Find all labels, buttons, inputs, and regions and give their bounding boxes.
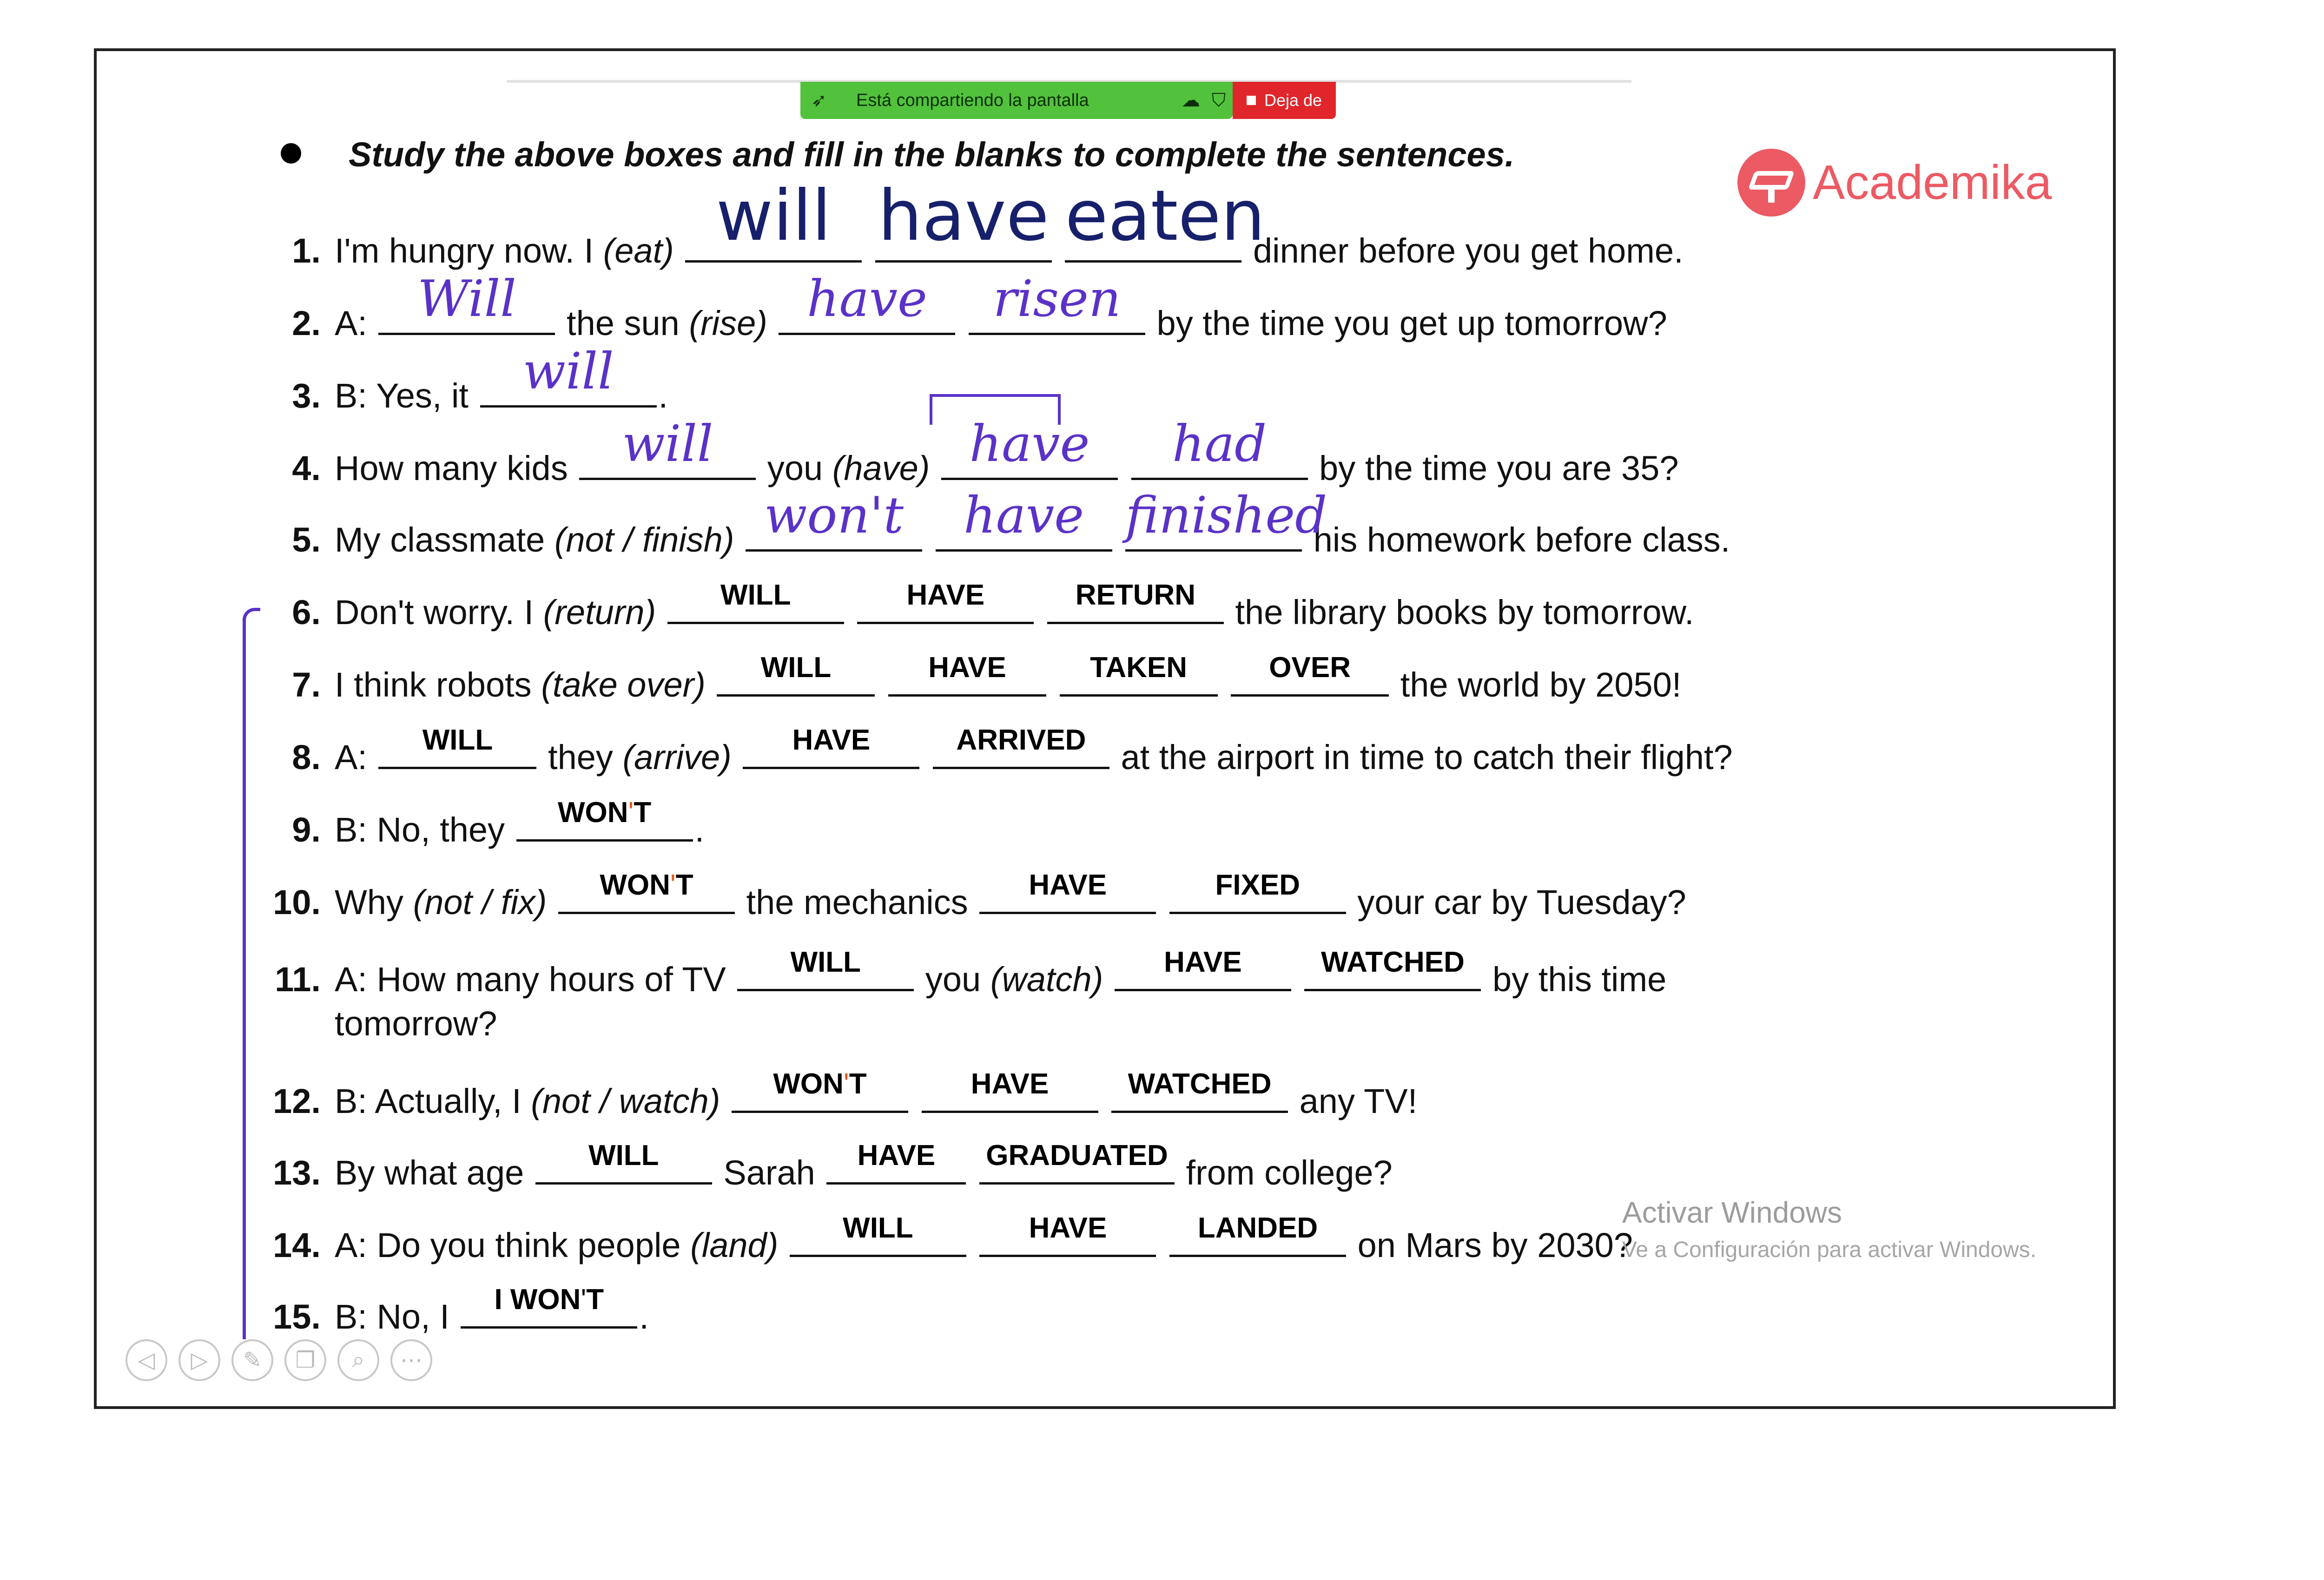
answer-blank[interactable] xyxy=(1111,1068,1288,1113)
sentence-text: A: How many hours of TV xyxy=(335,960,736,999)
typed-answer xyxy=(516,796,693,829)
sentence-continuation: tomorrow? xyxy=(335,1004,497,1043)
typed-answer-part: WON xyxy=(773,1068,844,1100)
exercise-number: 13. xyxy=(273,1153,321,1192)
exercise-row xyxy=(260,869,1686,922)
shield-icon[interactable]: ⛉ xyxy=(1212,90,1226,111)
verb-hint: (eat) xyxy=(603,231,674,270)
typed-answer-part: T xyxy=(586,1284,604,1316)
exercise-row xyxy=(260,724,1733,777)
sentence-text: by the time you are 35? xyxy=(1309,449,1679,487)
answer-blank[interactable] xyxy=(1169,1212,1346,1257)
typed-answer: WATCHED xyxy=(1321,946,1465,978)
exercise-row xyxy=(260,270,1667,343)
sentence-text: A: xyxy=(335,304,377,342)
answer-blank[interactable] xyxy=(857,579,1034,624)
answer-blank[interactable] xyxy=(969,270,1145,335)
typed-answer xyxy=(558,869,735,902)
exercise-number: 7. xyxy=(292,665,321,704)
handwritten-answer: have xyxy=(969,415,1090,473)
handwritten-answer: will xyxy=(522,342,614,401)
typed-answer: HAVE xyxy=(928,652,1006,684)
handwritten-answer: risen xyxy=(993,270,1121,328)
instruction-text: Study the above boxes and fill in the blanks to complete the sentences. xyxy=(349,135,1515,174)
answer-blank[interactable] xyxy=(1047,579,1224,624)
typed-answer-part: T xyxy=(675,869,693,901)
typed-answer: WILL xyxy=(588,1139,659,1172)
typed-answer: HAVE xyxy=(1164,946,1242,978)
answer-blank[interactable] xyxy=(922,1068,1098,1113)
verb-hint: (not / fix) xyxy=(413,883,547,922)
typed-answer: WILL xyxy=(760,652,832,684)
answer-blank[interactable] xyxy=(558,869,735,914)
copy-icon[interactable]: ❐ xyxy=(284,1339,326,1381)
verb-hint: (return) xyxy=(543,593,656,632)
handwritten-answer: have xyxy=(878,176,1049,257)
sentence-text: . xyxy=(658,376,668,415)
sentence-text: the mechanics xyxy=(736,883,978,922)
answer-blank[interactable] xyxy=(979,869,1156,914)
answer-blank[interactable] xyxy=(979,1139,1175,1185)
answer-blank[interactable] xyxy=(579,415,756,480)
handwritten-answer: have xyxy=(807,270,927,328)
typed-answer: RETURN xyxy=(1075,579,1196,611)
handwritten-apostrophe: ' xyxy=(628,797,634,829)
exercise-number: 5. xyxy=(292,520,321,559)
exercise-row xyxy=(260,415,1679,488)
exercise-row xyxy=(260,487,1730,560)
sentence-text: How many kids xyxy=(335,449,578,487)
exercise-row xyxy=(260,1284,649,1336)
answer-blank[interactable] xyxy=(1125,487,1327,552)
exercise-number: 10. xyxy=(273,883,321,922)
typed-answer: ARRIVED xyxy=(956,724,1086,756)
sentence-text: you xyxy=(916,960,990,999)
sentence-text: Sarah xyxy=(713,1153,825,1192)
answer-blank[interactable] xyxy=(941,415,1118,480)
collapse-arrow-icon[interactable]: ➶ xyxy=(811,90,827,111)
answer-blank[interactable] xyxy=(1065,176,1265,263)
typed-answer-part: I WON xyxy=(494,1284,581,1316)
typed-answer: LANDED xyxy=(1197,1212,1318,1244)
verb-hint: (not / finish) xyxy=(554,520,734,559)
sentence-text: A: xyxy=(335,738,377,777)
answer-blank[interactable] xyxy=(1304,946,1481,991)
answer-blank[interactable] xyxy=(936,487,1112,552)
exercise-row xyxy=(260,652,1682,704)
handwritten-apostrophe: ' xyxy=(843,1068,849,1100)
sentence-text: dinner before you get home. xyxy=(1243,231,1684,270)
sentence-text: By what age xyxy=(335,1153,534,1192)
windows-activation-title: Activar Windows xyxy=(1622,1196,1842,1229)
handwritten-answer: will xyxy=(716,176,832,257)
exercise-row xyxy=(260,176,1684,270)
handwritten-answer: Will xyxy=(417,270,516,328)
verb-hint: (not / watch) xyxy=(531,1082,720,1120)
exercise-number: 14. xyxy=(273,1226,321,1264)
typed-answer: WILL xyxy=(790,946,861,978)
typed-answer-part: T xyxy=(634,797,652,829)
typed-answer xyxy=(461,1283,637,1316)
typed-answer: HAVE xyxy=(971,1068,1049,1100)
cloud-icon[interactable]: ☁ xyxy=(1182,90,1200,111)
sentence-text: they xyxy=(538,738,623,777)
typed-answer: HAVE xyxy=(906,579,985,611)
stop-sharing-label: Deja de xyxy=(1264,91,1322,110)
sentence-text: Why xyxy=(335,883,413,922)
graduation-cap-icon xyxy=(1737,149,1805,217)
answer-blank[interactable] xyxy=(667,579,844,624)
exercise-number: 11. xyxy=(275,960,321,999)
share-status-label: Está compartiendo la pantalla xyxy=(856,90,1089,110)
answer-blank[interactable] xyxy=(461,1284,637,1329)
sentence-text: the library books by tomorrow. xyxy=(1225,593,1694,632)
handwritten-answer: won't xyxy=(764,487,904,545)
exercise-row xyxy=(260,946,1667,1043)
handwritten-answer: will xyxy=(622,415,713,473)
typed-answer: WILL xyxy=(720,579,791,611)
answer-blank[interactable] xyxy=(378,270,555,335)
pen-icon[interactable]: ✎ xyxy=(231,1339,273,1381)
answer-blank[interactable] xyxy=(790,1212,966,1257)
sentence-text: the world by 2050! xyxy=(1391,665,1682,704)
handwritten-answer: had xyxy=(1172,415,1267,473)
sentence-text: I'm hungry now. I xyxy=(335,231,603,270)
sentence-text: My classmate xyxy=(335,520,555,559)
sentence-text: from college? xyxy=(1176,1153,1393,1192)
exercise-number: 8. xyxy=(292,738,321,777)
academika-logo xyxy=(1737,149,2052,217)
screen-share-bar[interactable] xyxy=(800,82,1233,119)
handwritten-apostrophe: ' xyxy=(670,869,676,901)
verb-hint: (have) xyxy=(832,449,930,487)
sentence-text: the sun xyxy=(557,304,689,342)
exercise-number: 9. xyxy=(292,810,321,849)
sentence-text: . xyxy=(694,810,705,849)
typed-answer: GRADUATED xyxy=(986,1139,1168,1172)
presentation-controls xyxy=(125,1339,432,1381)
handwritten-answer: eaten xyxy=(1065,176,1265,257)
sentence-text: A: Do you think people xyxy=(335,1226,691,1264)
answer-blank[interactable] xyxy=(1115,946,1291,991)
verb-hint: (rise) xyxy=(689,304,767,342)
handwritten-answer: have xyxy=(964,487,1084,545)
answer-blank[interactable] xyxy=(979,1212,1156,1257)
answer-blank[interactable] xyxy=(516,797,693,842)
exercise-row xyxy=(260,1212,1633,1265)
answer-blank[interactable] xyxy=(1060,652,1218,697)
sentence-text: . xyxy=(639,1297,649,1336)
answer-blank[interactable] xyxy=(888,652,1046,697)
typed-answer: FIXED xyxy=(1215,869,1301,901)
bullet-point xyxy=(281,143,301,164)
answer-blank[interactable] xyxy=(1131,415,1308,480)
verb-hint: (land) xyxy=(690,1226,779,1264)
typed-answer xyxy=(732,1067,908,1100)
prev-icon[interactable]: ◁ xyxy=(125,1339,167,1381)
next-icon[interactable]: ▷ xyxy=(178,1339,220,1381)
answer-blank[interactable] xyxy=(743,724,919,769)
more-icon[interactable]: ⋯ xyxy=(390,1339,432,1381)
typed-answer: TAKEN xyxy=(1090,652,1188,684)
answer-blank[interactable] xyxy=(779,270,955,335)
sentence-text: B: No, I xyxy=(335,1297,459,1336)
handwritten-answer: finished xyxy=(1125,487,1327,545)
exercise-number: 3. xyxy=(292,376,321,415)
exercise-number: 4. xyxy=(292,449,321,487)
sentence-text: by the time you get up tomorrow? xyxy=(1147,304,1667,342)
answer-blank[interactable] xyxy=(875,176,1052,263)
exercise-number: 2. xyxy=(292,304,321,342)
exercise-row xyxy=(260,579,1694,632)
typed-answer: WILL xyxy=(422,724,493,756)
typed-answer: OVER xyxy=(1269,652,1351,684)
answer-blank[interactable] xyxy=(535,1139,712,1185)
exercise-row xyxy=(260,1068,1418,1121)
sentence-text: at the airport in time to catch their flight? xyxy=(1111,738,1733,777)
exercise-number: 12. xyxy=(273,1082,321,1120)
sentence-text: Don't worry. I xyxy=(335,593,543,632)
sentence-text: any TV! xyxy=(1290,1082,1418,1120)
answer-blank[interactable] xyxy=(1231,652,1389,697)
sentence-text: B: Yes, it xyxy=(335,376,478,415)
sentence-text: by this time xyxy=(1483,960,1667,999)
exercise-number: 6. xyxy=(292,593,321,632)
answer-blank[interactable] xyxy=(685,176,862,263)
sentence-text: his homework before class. xyxy=(1304,520,1730,559)
answer-blank[interactable] xyxy=(717,652,875,697)
typed-answer: WATCHED xyxy=(1128,1068,1272,1100)
verb-hint: (watch) xyxy=(990,960,1103,999)
answer-blank[interactable] xyxy=(480,342,657,408)
exercise-number: 1. xyxy=(292,231,321,270)
answer-blank[interactable] xyxy=(732,1068,908,1113)
sentence-text: your car by Tuesday? xyxy=(1347,883,1686,922)
typed-answer: HAVE xyxy=(792,724,871,756)
windows-activation-subtitle: Ve a Configuración para activar Windows. xyxy=(1622,1238,2037,1262)
zoom-icon[interactable]: ⌕ xyxy=(337,1339,379,1381)
handwritten-bracket xyxy=(243,608,260,1339)
answer-blank[interactable] xyxy=(1169,869,1346,914)
stop-icon xyxy=(1247,96,1256,105)
exercise-row xyxy=(260,1139,1393,1192)
sentence-text: I think robots xyxy=(335,665,541,704)
typed-answer-part: WON xyxy=(600,869,670,901)
sentence-text: you xyxy=(758,449,832,487)
exercise-number: 15. xyxy=(273,1297,321,1336)
typed-answer-part: WON xyxy=(558,797,628,829)
answer-blank[interactable] xyxy=(826,1139,966,1185)
logo-text: Academika xyxy=(1813,155,2052,210)
exercise-row xyxy=(260,797,705,849)
sentence-text: B: Actually, I xyxy=(335,1082,531,1120)
verb-hint: (arrive) xyxy=(622,738,732,777)
stop-sharing-button[interactable] xyxy=(1233,82,1336,119)
typed-answer-part: T xyxy=(849,1068,867,1100)
answer-blank[interactable] xyxy=(378,724,536,769)
verb-hint: (take over) xyxy=(541,665,706,704)
answer-blank[interactable] xyxy=(933,724,1109,769)
sentence-text: B: No, they xyxy=(335,810,515,849)
typed-answer: HAVE xyxy=(1029,869,1107,901)
typed-answer: WILL xyxy=(843,1212,913,1244)
answer-blank[interactable] xyxy=(737,946,914,991)
typed-answer: HAVE xyxy=(1029,1212,1107,1244)
handwritten-apostrophe: ' xyxy=(581,1284,587,1316)
sentence-text: on Mars by 2030? xyxy=(1348,1226,1633,1264)
typed-answer: HAVE xyxy=(857,1139,936,1172)
answer-blank[interactable] xyxy=(746,487,922,552)
exercise-row xyxy=(260,342,668,415)
